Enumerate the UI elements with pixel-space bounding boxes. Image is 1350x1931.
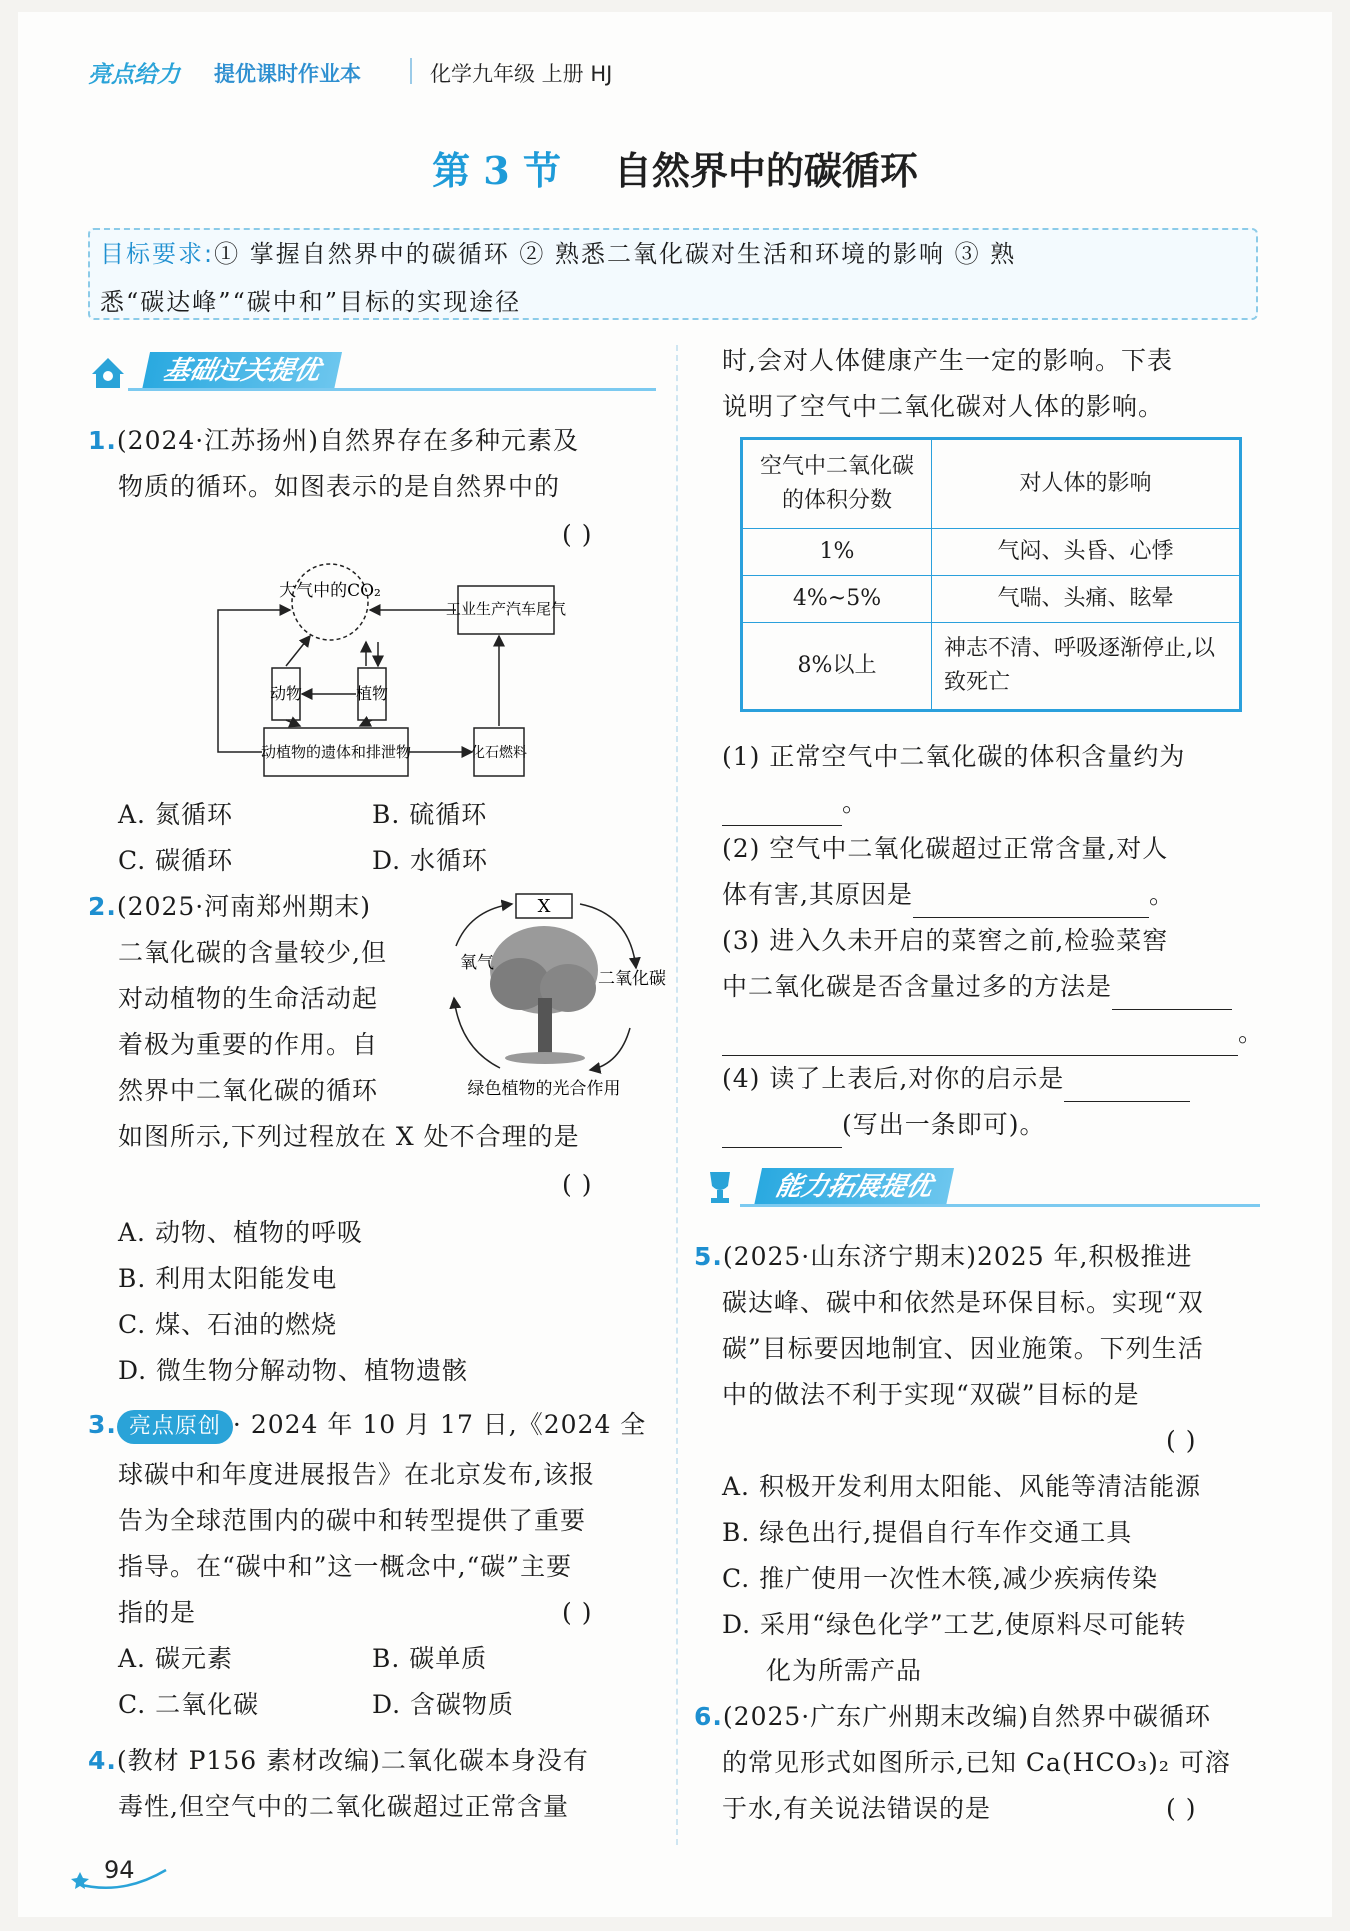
q3-answer-paren: ( ) (562, 1598, 593, 1627)
q3-stem-4: 指导。在“碳中和”这一概念中,“碳”主要 (118, 1552, 573, 1581)
q2-stem-2: 二氧化碳的含量较少,但 (118, 938, 387, 967)
q6-stem-2: 的常见形式如图所示,已知 Ca(HCO₃)₂ 可溶 (722, 1748, 1231, 1777)
q1-stem-2: 物质的循环。如图表示的是自然界中的 (118, 472, 561, 501)
q2-option-d: D. 微生物分解动物、植物遗骸 (118, 1356, 469, 1385)
table-row (742, 529, 1241, 576)
table-cell-effect: 神志不清、呼吸逐渐停止,以致死亡 (932, 623, 1241, 711)
answer-blank[interactable] (722, 1118, 842, 1148)
q2-stem-5: 然界中二氧化碳的循环 (118, 1076, 379, 1105)
q1-node-remains: 动植物的遗体和排泄物 (260, 743, 412, 761)
table-cell-fraction: 8%以上 (742, 623, 932, 711)
q1-number: 1. (88, 426, 117, 455)
table-cell-effect: 气喘、头痛、眩晕 (932, 576, 1241, 623)
q1-answer-paren: ( ) (562, 520, 593, 549)
q4-part-1-answer: 。 (722, 780, 868, 826)
q5-stem-4: 中的做法不利于实现“双碳”目标的是 (722, 1380, 1140, 1409)
q4-part-1: (1) 正常空气中二氧化碳的体积含量约为 (722, 742, 1186, 771)
page-title (0, 140, 1350, 195)
q4-stem-1: 4.(教材 P156 素材改编)二氧化碳本身没有 (88, 1746, 589, 1775)
q1-node-air: 大气中的CO₂ (279, 581, 381, 601)
goals-line-2: 悉“碳达峰”“碳中和”目标的实现途径 (100, 288, 522, 316)
q2-stem-1: 2.(2025·河南郑州期末) (88, 892, 371, 921)
q1-node-fossil: 化石燃料 (471, 745, 527, 761)
goals-line-1: 目标要求:① 掌握自然界中的碳循环 ② 熟悉二氧化碳对生活和环境的影响 ③ 熟 (100, 240, 1017, 268)
q6-number: 6. (694, 1702, 723, 1731)
q2-caption: 绿色植物的光合作用 (467, 1079, 621, 1099)
q2-number: 2. (88, 892, 117, 921)
q2-stem-3: 对动植物的生命活动起 (118, 984, 379, 1013)
section-line (128, 388, 656, 391)
table-row (742, 623, 1241, 711)
q2-stem-6: 如图所示,下列过程放在 X 处不合理的是 (118, 1122, 580, 1151)
page-number: 94 (104, 1856, 135, 1884)
answer-blank[interactable] (1112, 980, 1232, 1010)
q2-option-c: C. 煤、石油的燃烧 (118, 1310, 338, 1339)
section-advanced-header (700, 1168, 1260, 1210)
header-divider (410, 58, 412, 84)
q2-option-b: B. 利用太阳能发电 (118, 1264, 338, 1293)
q6-stem-3: 于水,有关说法错误的是 (722, 1794, 991, 1823)
table-row (742, 576, 1241, 623)
q4-part-2a: (2) 空气中二氧化碳超过正常含量,对人 (722, 834, 1169, 863)
q4-stem-2: 毒性,但空气中的二氧化碳超过正常含量 (118, 1792, 569, 1821)
series-name: 提优课时作业本 (214, 62, 361, 86)
q1-node-plant: 植物 (355, 684, 389, 703)
table-header-fraction: 空气中二氧化碳的体积分数 (742, 439, 932, 529)
table-cell-fraction: 4%~5% (742, 576, 932, 623)
q1-option-c: C. 碳循环 (118, 846, 234, 875)
answer-blank[interactable] (913, 888, 1149, 918)
q5-option-d-2: 化为所需产品 (766, 1656, 923, 1685)
q3-option-a: A. 碳元素 (118, 1644, 233, 1673)
section-line (740, 1204, 1260, 1207)
course-label: 化学九年级 上册 HJ (430, 62, 613, 86)
q4-part-3b: 中二氧化碳是否含量过多的方法是 (722, 964, 1232, 1010)
answer-blank[interactable] (1064, 1072, 1190, 1102)
answer-blank[interactable] (722, 796, 842, 826)
q4-part-4b: (写出一条即可)。 (722, 1102, 1046, 1148)
q1-option-a: A. 氮循环 (118, 800, 233, 829)
q3-option-b: B. 碳单质 (372, 1644, 488, 1673)
q4-stem-4: 说明了空气中二氧化碳对人体的影响。 (722, 392, 1165, 421)
co2-effects-table (740, 437, 1242, 712)
q2-stem-4: 着极为重要的作用。自 (118, 1030, 379, 1059)
q4-part-2b: 体有害,其原因是 。 (722, 872, 1175, 918)
section-name: 自然界中的碳循环 (613, 148, 918, 193)
section-number: 第 3 节 (432, 148, 561, 193)
tree-icon (490, 926, 598, 1064)
table-header-row (742, 439, 1241, 529)
q3-stem-3: 告为全球范围内的碳中和转型提供了重要 (118, 1506, 587, 1535)
trophy-icon (700, 1168, 740, 1208)
q4-part-3a: (3) 进入久未开启的菜窖之前,检验菜窖 (722, 926, 1169, 955)
q1-option-d: D. 水循环 (372, 846, 489, 875)
house-icon (88, 352, 128, 392)
q4-part-4a: (4) 读了上表后,对你的启示是 (722, 1056, 1190, 1102)
q1-carbon-cycle-diagram (200, 562, 580, 788)
q6-stem-1: 6.(2025·广东广州期末改编)自然界中碳循环 (694, 1702, 1211, 1731)
q2-label-oxygen: 氧气 (460, 953, 494, 973)
table-cell-effect: 气闷、头昏、心悸 (932, 529, 1241, 576)
q5-stem-3: 碳”目标要因地制宜、因业施策。下列生活 (722, 1334, 1204, 1363)
q6-answer-paren: ( ) (1166, 1794, 1197, 1823)
q1-node-animal: 动物 (269, 684, 303, 703)
q2-answer-paren: ( ) (562, 1170, 593, 1199)
brand-logo: 亮点给力 (88, 62, 180, 88)
q3-stem-5: 指的是 (118, 1598, 197, 1627)
q5-stem-1: 5.(2025·山东济宁期末)2025 年,积极推进 (694, 1242, 1193, 1271)
section-basic-header (88, 352, 656, 394)
q2-node-x: X (537, 896, 551, 917)
q5-option-d-1: D. 采用“绿色化学”工艺,使原料尽可能转 (722, 1610, 1187, 1639)
q5-stem-2: 碳达峰、碳中和依然是环保目标。实现“双 (722, 1288, 1204, 1317)
q3-option-d: D. 含碳物质 (372, 1690, 515, 1719)
q3-option-c: C. 二氧化碳 (118, 1690, 260, 1719)
q5-option-c: C. 推广使用一次性木筷,减少疾病传染 (722, 1564, 1159, 1593)
q5-option-b: B. 绿色出行,提倡自行车作交通工具 (722, 1518, 1133, 1547)
section-advanced-title: 能力拓展提优 (754, 1168, 954, 1206)
answer-blank[interactable] (722, 1026, 1238, 1056)
table-cell-fraction: 1% (742, 529, 932, 576)
q3-number: 3. (88, 1410, 117, 1439)
q2-label-co2: 二氧化碳 (598, 969, 666, 989)
goals-label: 目标要求: (100, 240, 215, 268)
section-basic-title: 基础过关提优 (142, 352, 342, 390)
q5-answer-paren: ( ) (1166, 1426, 1197, 1455)
q4-part-3c: 。 (722, 1010, 1264, 1056)
original-badge: 亮点原创 (117, 1410, 233, 1444)
table-header-effect: 对人体的影响 (932, 439, 1241, 529)
q4-stem-3: 时,会对人体健康产生一定的影响。下表 (722, 346, 1173, 375)
q4-number: 4. (88, 1746, 117, 1775)
q1-stem-1: 1.(2024·江苏扬州)自然界存在多种元素及 (88, 426, 579, 455)
column-divider (676, 345, 678, 1845)
q5-number: 5. (694, 1242, 723, 1271)
q3-stem-1: 3. 亮点原创 · 2024 年 10 月 17 日,《2024 全 (88, 1402, 646, 1448)
q3-stem-2: 球碳中和年度进展报告》在北京发布,该报 (118, 1460, 595, 1489)
q5-option-a: A. 积极开发利用太阳能、风能等清洁能源 (722, 1472, 1201, 1501)
q2-photosynthesis-diagram (440, 888, 666, 1108)
q1-node-industry: 工业生产汽车尾气 (445, 600, 567, 618)
q1-option-b: B. 硫循环 (372, 800, 488, 829)
q2-option-a: A. 动物、植物的呼吸 (118, 1218, 363, 1247)
